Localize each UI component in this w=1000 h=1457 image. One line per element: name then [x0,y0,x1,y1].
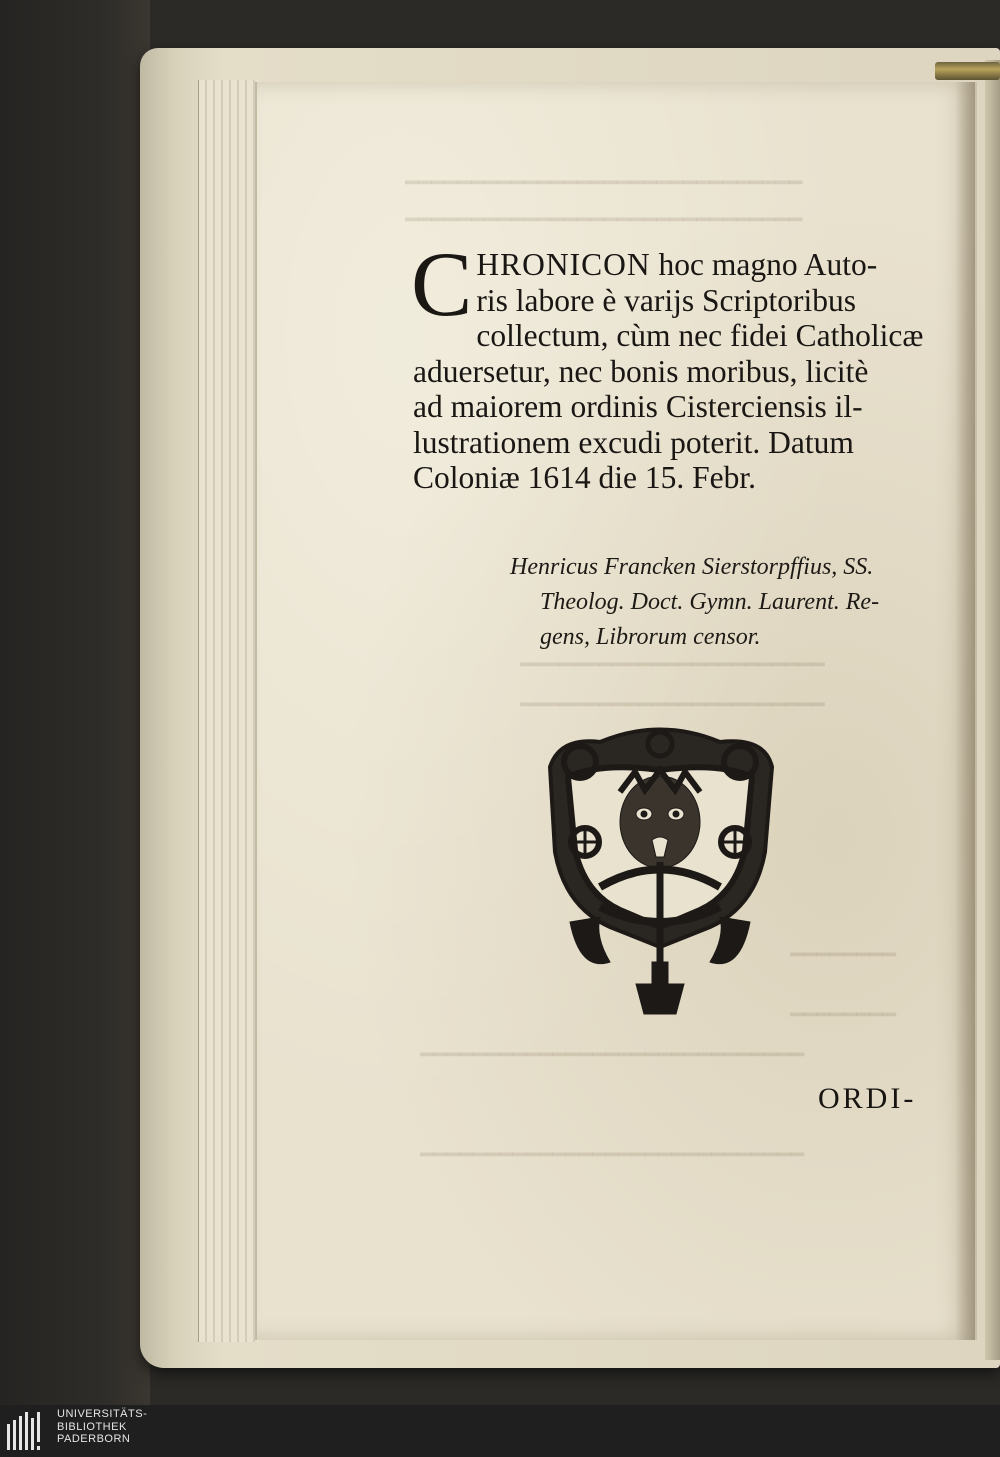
logo-line: PADERBORN [57,1433,131,1445]
censor-line: Henricus Francken Sierstorpffius, SS. [510,554,874,580]
show-through-text: ━━━━━━━━━━━━━━━━━━━━━━━ [520,693,825,718]
censor-signature [510,550,935,655]
body-line: ris labore è varijs Scriptoribus [476,282,857,318]
body-line: collectum, cùm nec fidei Catholicæ [476,318,924,353]
approbation-text [411,233,938,496]
catchword: ORDI- [818,1082,917,1115]
show-through-text: ━━━━━━━━━━━━━━━━━━━━━━━━━━━━━━ [405,208,803,233]
page-gutter-shadow [955,82,975,1340]
logo-line: UNIVERSITÄTS- [57,1408,148,1420]
page-edges [198,80,259,1342]
show-through-text: ━━━━━━━━ [790,1003,896,1028]
body-line: ad maiorem ordinis Cisterciensis il- [413,389,863,424]
woodcut-mask-ornament-icon [540,722,780,1022]
body-line: lustrationem excudi poterit. Datum [413,424,854,460]
library-logo-icon [6,1410,46,1452]
censor-line: Theolog. Doct. Gymn. Laurent. Re- [540,589,880,615]
drop-cap: C [411,233,473,335]
body-line: Coloniæ 1614 die 15. Febr. [413,460,757,495]
book-spine-edge [985,60,1000,1360]
logo-line: BIBLIOTHEK [57,1420,127,1433]
show-through-text: ━━━━━━━━━━━━━━━━━━━━━━━━━━━━━ [420,1143,805,1168]
footer-bar [0,1405,1000,1457]
first-line-rest: hoc magno Auto- [650,247,878,282]
first-word: HRONICON [476,247,651,282]
library-logo-text [57,1408,147,1446]
show-through-text: ━━━━━━━━━━━━━━━━━━━━━━━━━━━━━━ [405,171,803,196]
show-through-text: ━━━━━━━━━━━━━━━━━━━━━━━━━━━━━ [420,1043,805,1068]
gilt-edge [935,62,1000,80]
show-through-text: ━━━━━━━━━━━━━━━━━━━━━━━ [520,653,825,678]
background-left [0,0,150,1405]
show-through-text: ━━━━━━━━ [790,943,896,968]
body-line-1 [413,247,938,283]
censor-line: gens, Librorum censor. [540,624,761,650]
body-line: aduersetur, nec bonis moribus, licitè [413,353,869,389]
